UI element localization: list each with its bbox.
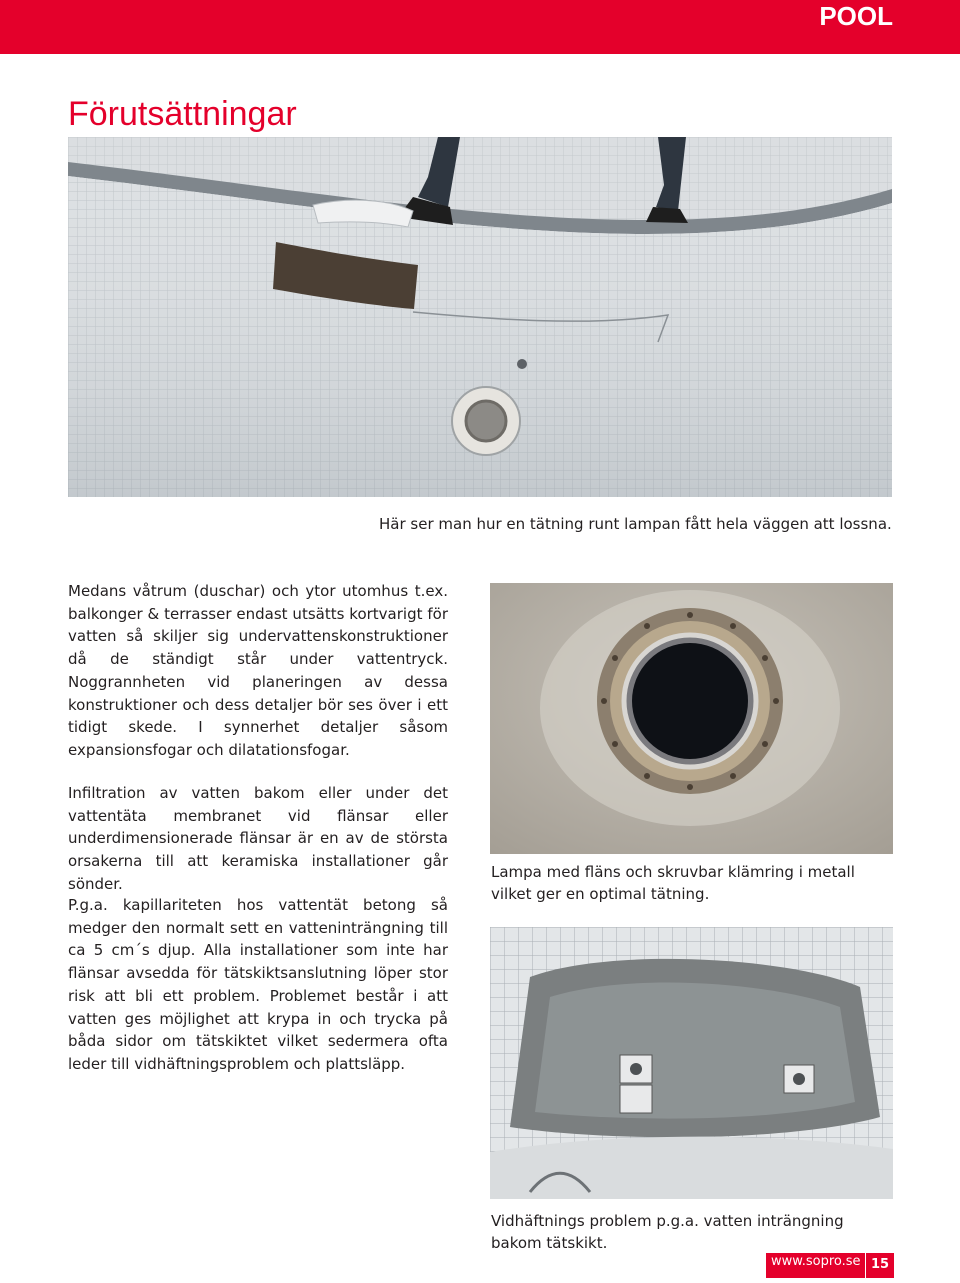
footer-website-link[interactable]: www.sopro.se: [771, 1254, 861, 1269]
paragraph-1: Medans våtrum (duschar) och ytor utomhus t.ex. balkonger & terrasser endast utsätts kortvarigt för vatten så skiljer sig undervattenskonstruktioner då de ständigt står under vattentryck. Noggrannheten vid planeringen av dessa konstruktioner och dess detaljer bör ses över i ett tidigt skede. I synnerhet detaljer såsom expansionsfogar och dilatationsfogar.: [68, 582, 448, 759]
header-bar: [0, 0, 960, 54]
photo-pool-floor: [490, 927, 893, 1199]
section-label: POOL: [819, 1, 893, 31]
page-number: 15: [870, 1257, 890, 1272]
paragraph-3: P.g.a. kapillariteten hos vattentät betong så medger den normalt sett en vatteninträngning till ca 5 cm´s djup. Alla installationer som inte har flänsar avsedda för tätskiktsanslutning löper stor risk att bli ett problem. Problemet består i att vatten ges möjlighet att krypa in och trycka på båda sidor om tätskiktet vilket sedermera ofta leder till vidhäftningsproblem och plattsläpp.: [68, 896, 448, 1073]
page-title: Förutsättningar: [68, 95, 297, 133]
caption-photo-floor: Vidhäftnings problem p.g.a. vatten inträngning bakom tätskikt.: [491, 1212, 844, 1252]
photo-lamp-flange: [490, 583, 893, 854]
paragraph-2: Infiltration av vatten bakom eller under det vattentäta membranet vid flänsar eller underdimensionerade flänsar är en av de största orsakerna till att keramiska installationer går sönder.: [68, 784, 448, 893]
photo-pool-wall: [68, 137, 892, 497]
caption-photo-lamp: Lampa med fläns och skruvbar klämring i metall vilket ger en optimal tätning.: [491, 863, 855, 903]
caption-photo-top: Här ser man hur en tätning runt lampan fått hela väggen att lossna.: [379, 515, 892, 533]
